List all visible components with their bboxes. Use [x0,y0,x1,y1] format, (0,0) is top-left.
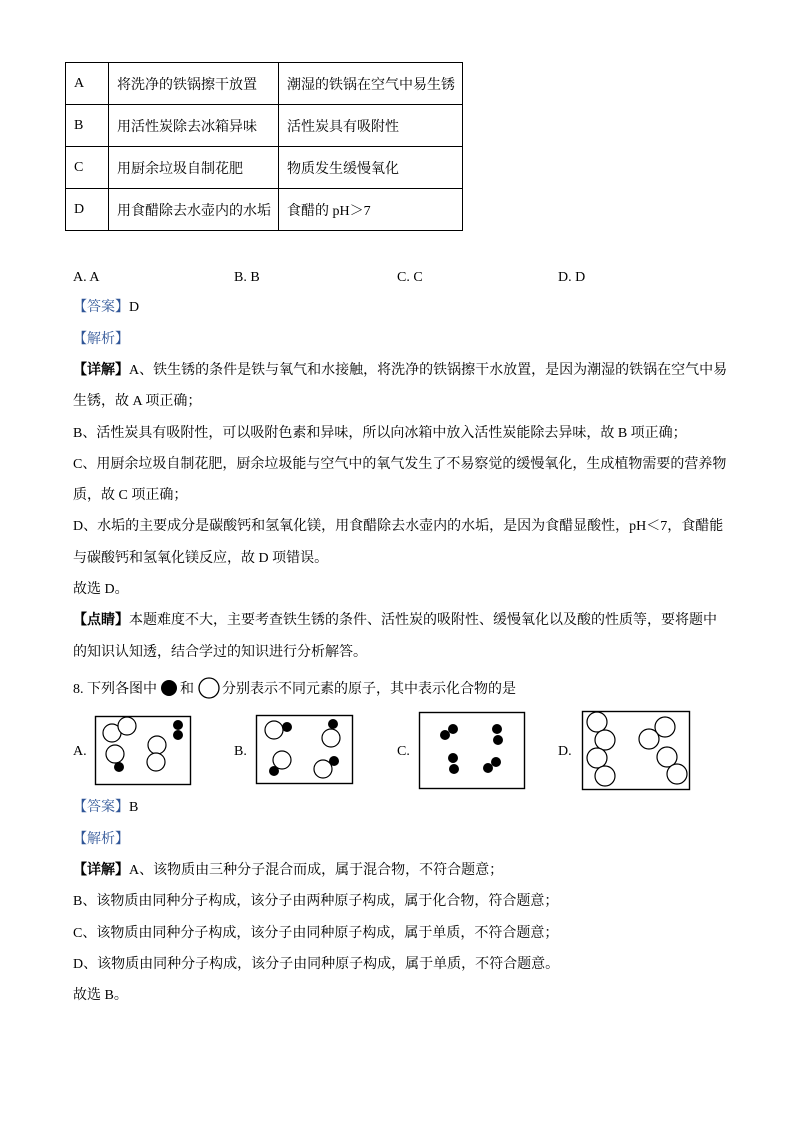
q7-tip-line [73,605,773,636]
q7-detail-line [73,355,773,386]
q7-choices [0,262,793,293]
figure-option-d [558,712,690,790]
hollow-circle-icon [197,676,221,700]
black-atom [328,719,338,729]
table-row [66,105,463,147]
stem-text-before: 8. 下列各图中 [73,681,157,697]
q8-conclusion: 故选 B。 [73,988,128,1004]
black-atom [483,763,493,773]
q7-conclusion: 故选 D。 [73,582,129,598]
white-atom [148,736,166,754]
analysis-tag: 【解析】 [73,331,129,347]
figure-option-b [234,716,353,784]
q8-detail-line [73,855,773,886]
q8-stem [73,672,516,703]
figure-label-d: D. [558,744,572,759]
black-atom [440,730,450,740]
option-cell: B [66,105,109,147]
q7-detail-line: 与碳酸钙和氢氧化镁反应，故 D 项错误。 [73,550,329,566]
q8-solution [73,792,773,1011]
q8-detail-line: C、该物质由同种分子构成，该分子由同种原子构成，属于单质，不符合题意； [73,925,559,941]
practice-cell: 将洗净的铁锅擦干放置 [109,63,279,105]
q7-detail-line: B、活性炭具有吸附性，可以吸附色素和异味，所以向冰箱中放入活性炭能除去异味，故 B 项正确； [73,425,687,441]
white-atom [322,729,340,747]
explanation-cell: 活性炭具有吸附性 [279,105,463,147]
black-atom [329,756,339,766]
detail-text: A、铁生锈的条件是铁与氧气和水接触，将洗净的铁锅擦干水放置，是因为潮湿的铁锅在空气中易 [129,362,728,378]
detail-tag: 【详解】 [73,862,129,878]
practice-cell: 用厨余垃圾自制花肥 [109,147,279,189]
table-row [66,189,463,231]
black-atom [448,753,458,763]
table-row [66,147,463,189]
white-atom [587,748,607,768]
white-atom [595,730,615,750]
black-atom [449,764,459,774]
practice-cell: 用食醋除去水壶内的水垢 [109,189,279,231]
figure-option-c [397,713,525,789]
q7-analysis-line [73,324,773,355]
option-cell: A [66,63,109,105]
answer-tag: 【答案】 [73,800,129,816]
white-atom [667,764,687,784]
figure-label-a: A. [73,744,87,759]
option-cell: D [66,189,109,231]
q8-analysis-line [73,824,773,855]
q8-detail-line: B、该物质由同种分子构成，该分子由两种原子构成，属于化合物，符合题意； [73,894,559,910]
black-atom [492,724,502,734]
explanation-cell: 食醋的 pH＞7 [279,189,463,231]
white-atom [595,766,615,786]
filled-circle-icon [160,679,178,697]
detail-tag: 【详解】 [73,362,129,378]
q7-detail-line: C、用厨余垃圾自制花肥，厨余垃圾能与空气中的氧气发生了不易察觉的缓慢氧化，生成植物需要的营养物 [73,456,727,472]
answer-tag: 【答案】 [73,300,129,316]
practice-cell: 用活性炭除去冰箱异味 [109,105,279,147]
molecule-figures [0,700,793,795]
choice-b: B. B [234,270,260,285]
white-atom [639,729,659,749]
black-atom [493,735,503,745]
choice-c: C. C [397,270,423,285]
figure-label-c: C. [397,744,410,759]
explanation-cell: 物质发生缓慢氧化 [279,147,463,189]
q7-answer-line [73,292,773,323]
q7-detail-line: 质，故 C 项正确； [73,488,188,504]
q8-detail-line: D、该物质由同种分子构成，该分子由同种原子构成，属于单质，不符合题意。 [73,956,560,972]
stem-text-after: 分别表示不同元素的原子，其中表示化合物的是 [222,681,516,697]
q7-tip-line: 的知识认知透，结合学过的知识进行分析解答。 [73,644,367,660]
black-atom [173,730,183,740]
black-atom [282,722,292,732]
tip-text: 本题难度不大，主要考查铁生锈的条件、活性炭的吸附性、缓慢氧化以及酸的性质等，要将题中 [129,613,717,629]
choice-a: A. A [73,270,100,285]
option-cell: C [66,147,109,189]
tip-tag: 【点睛】 [73,613,129,629]
options-table [65,62,463,231]
answer-value: B [129,800,139,816]
q7-detail-line: D、水垢的主要成分是碳酸钙和氢氧化镁，用食醋除去水壶内的水垢，是因为食醋显酸性，pH＜7，食醋能 [73,519,724,535]
black-atom [491,757,501,767]
white-atom [106,745,124,763]
q7-detail-line: 生锈，故 A 项正确； [73,394,202,410]
figure-option-a [73,717,191,785]
figure-label-b: B. [234,744,247,759]
analysis-tag: 【解析】 [73,831,129,847]
stem-text-and: 和 [180,681,194,697]
table-row [66,63,463,105]
q8-answer-line [73,792,773,823]
white-atom [147,753,165,771]
figure-box-c [420,713,525,789]
answer-value: D [129,300,140,316]
white-atom [265,721,283,739]
white-atom [587,712,607,732]
black-atom [269,766,279,776]
black-atom [448,724,458,734]
black-atom [114,762,124,772]
black-atom [173,720,183,730]
detail-text: A、该物质由三种分子混合而成，属于混合物，不符合题意； [129,862,504,878]
choice-d: D. D [558,270,586,285]
white-atom [118,717,136,735]
explanation-cell: 潮湿的铁锅在空气中易生锈 [279,63,463,105]
q7-solution [73,292,773,668]
